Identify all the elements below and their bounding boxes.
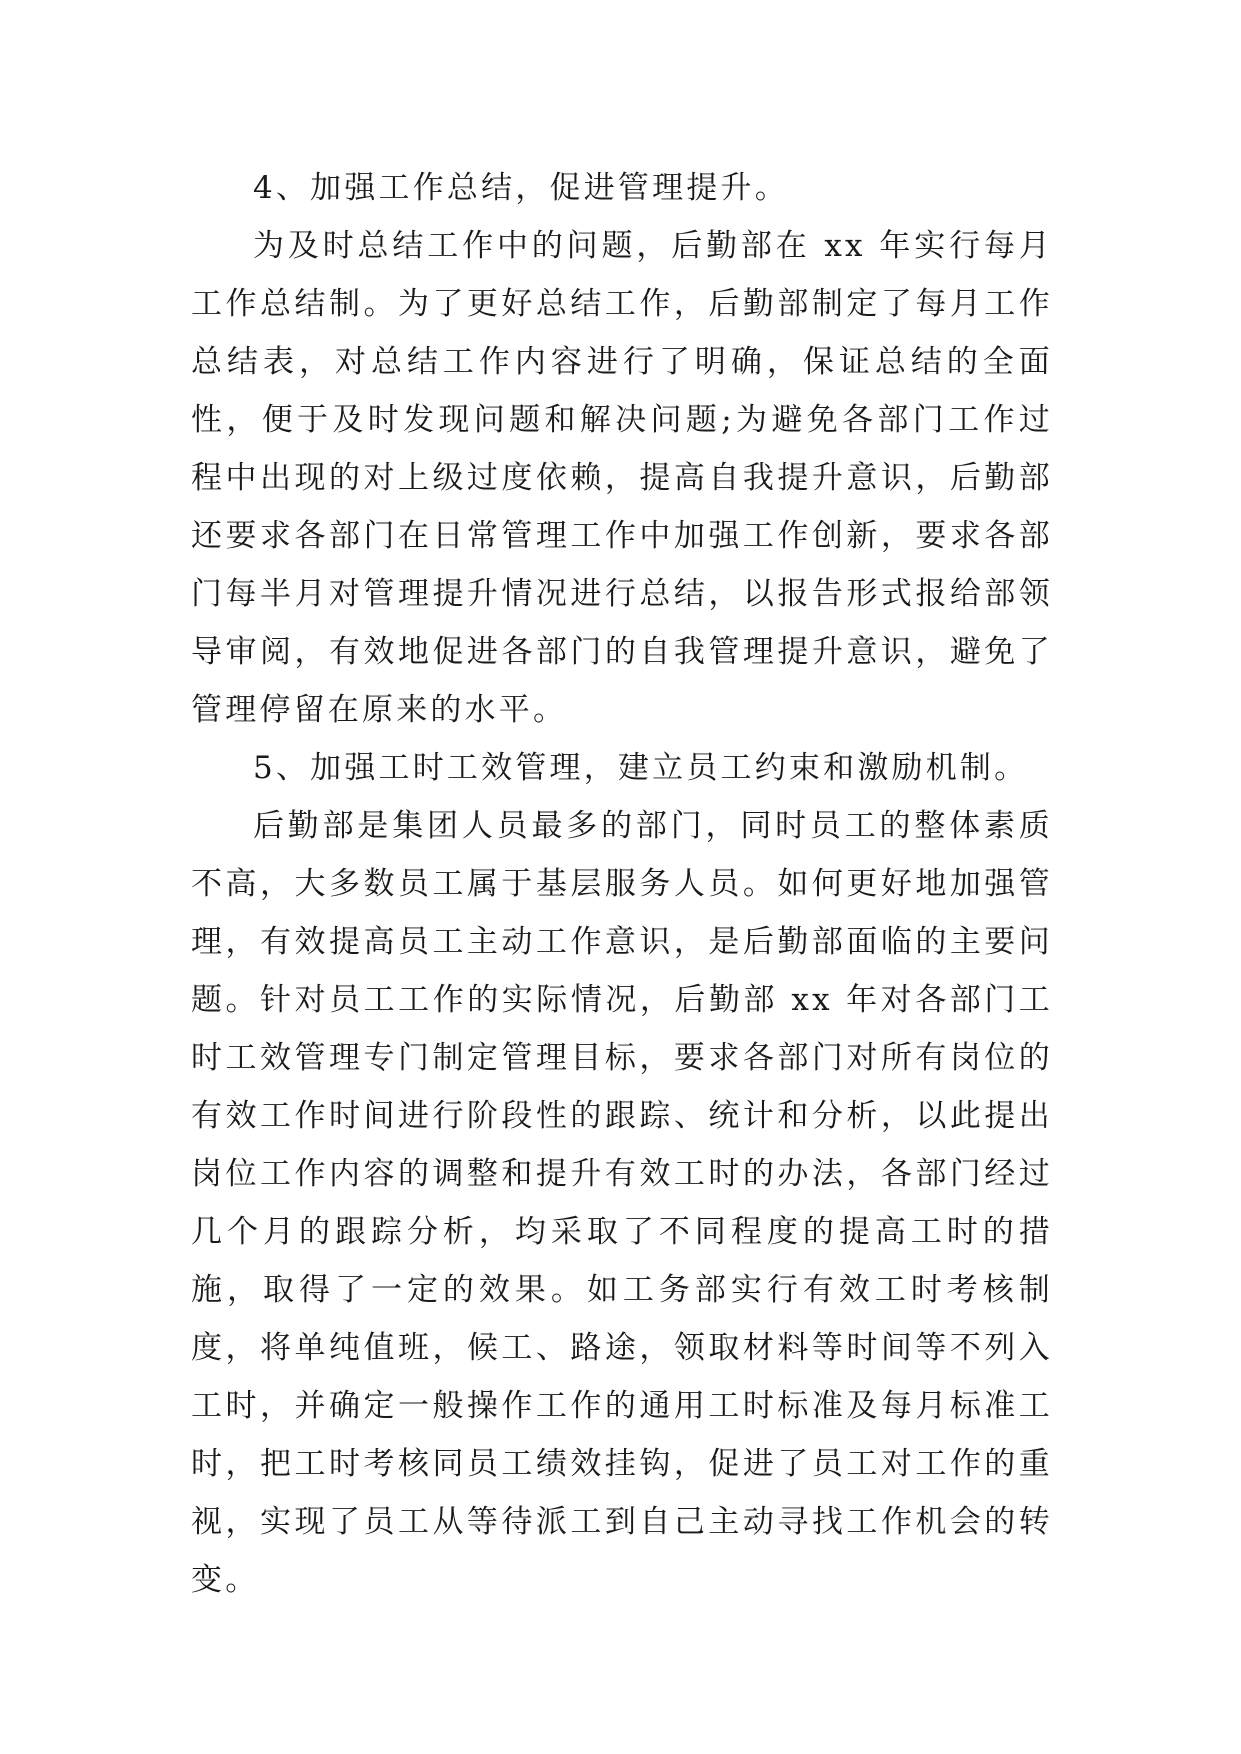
paragraph-work-hours: 后勤部是集团人员最多的部门，同时员工的整体素质不高，大多数员工属于基层服务人员。如何更好地加强管理，有效提高员工主动工作意识，是后勤部面临的主要问题。针对员工工作的实际情况，后勤部 xx 年对各部门工时工效管理专门制定管理目标，要求各部门对所有岗位的有效工作时间进行阶段性的跟踪、统计和分析，以此提出岗位工作内容的调整和提升有效工时的办法，各部门经过几个月的跟踪分析，均采取了不同程度的提高工时的措施，取得了一定的效果。如工务部实行有效工时考核制度，将单纯值班，候工、路途，领取材料等时间等不列入工时，并确定一般操作工作的通用工时标准及每月标准工时，把工时考核同员工绩效挂钩，促进了员工对工作的重视，实现了员工从等待派工到自己主动寻找工作机会的转变。: [191, 808, 1053, 1598]
paragraph-work-summary: 为及时总结工作中的问题，后勤部在 xx 年实行每月工作总结制。为了更好总结工作，后勤部制定了每月工作总结表，对总结工作内容进行了明确，保证总结的全面性，便于及时发现问题和解决问题;为避免各部门工作过程中出现的对上级过度依赖，提高自我提升意识，后勤部还要求各部门在日常管理工作中加强工作创新，要求各部门每半月对管理提升情况进行总结，以报告形式报给部领导审阅，有效地促进各部门的自我管理提升意识，避免了管理停留在原来的水平。: [191, 228, 1053, 728]
document-body: [191, 159, 1053, 1609]
section-heading-5: 5、加强工时工效管理，建立员工约束和激励机制。: [253, 750, 1029, 786]
section-heading-4: 4、加强工作总结，促进管理提升。: [253, 170, 789, 206]
